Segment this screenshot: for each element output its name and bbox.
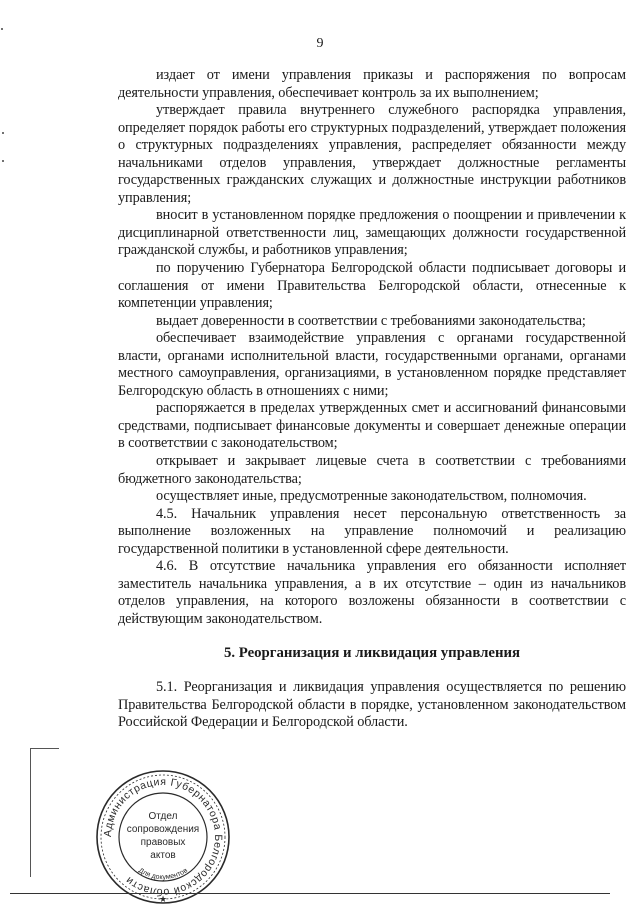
stamp-line-1: Отдел xyxy=(148,811,178,822)
svg-text:Для документов xyxy=(137,867,189,881)
page-number: 9 xyxy=(316,36,324,51)
paragraph-interaction: обеспечивает взаимодействие управления с органами государственной власти, органами исполнительной власти, государственными органами, органами местного самоуправления, организациями, в установленном порядке представляет Белгородскую область в отношениях с ними; xyxy=(118,330,626,399)
paragraph-internal-rules: утверждает правила внутреннего служебного распорядка управления, определяет порядок работы его структурных подразделений, утверждает положения о структурных подразделениях управления, распределяет обязанности между начальниками отделов управления, утверждает должностные регламенты государственных гражданских служащих и должностные инструкции работников управления; xyxy=(118,102,626,206)
paragraph-5-1: 5.1. Реорганизация и ликвидация управления осуществляется по решению Правительства Белгородской области в порядке, установленном законодательством Российской Федерации и Белгородской области. xyxy=(118,679,626,731)
margin-bracket xyxy=(30,748,59,877)
official-stamp xyxy=(93,767,233,907)
paragraph-incentives: вносит в установленном порядке предложения о поощрении и привлечении к дисциплинарной ответственности лиц, замещающих должности государственной гражданской службы, и работников управления; xyxy=(118,207,626,259)
bottom-scan-line xyxy=(10,893,610,894)
paragraph-power-of-attorney: выдает доверенности в соответствии с требованиями законодательства; xyxy=(156,312,586,329)
stamp-graphic xyxy=(93,767,233,907)
stamp-line-4: актов xyxy=(150,850,176,861)
stamp-line-2: сопровождения xyxy=(126,824,200,835)
paragraph-agreements: по поручению Губернатора Белгородской области подписывает договоры и соглашения от имени Правительства Белгородской области, отнесенные к компетенции управления; xyxy=(118,260,626,312)
paragraph-other-powers: осуществляет иные, предусмотренные законодательством, полномочия. xyxy=(156,488,587,505)
paragraph-orders: издает от имени управления приказы и распоряжения по вопросам деятельности управления, обеспечивает контроль за их выполнением; xyxy=(118,67,626,101)
document-body xyxy=(118,67,626,629)
section-heading: 5. Реорганизация и ликвидация управления xyxy=(223,645,521,661)
paragraph-4-5: 4.5. Начальник управления несет персональную ответственность за выполнение возложенных на управление полномочий и реализацию государственной политики в установленной сфере деятельности. xyxy=(118,505,626,557)
paragraph-finance: распоряжается в пределах утвержденных смет и ассигнований финансовыми средствами, подписывает финансовые документы и совершает денежные операции в соответствии с законодательством; xyxy=(118,400,626,452)
paragraph-4-6: 4.6. В отсутствие начальника управления его обязанности исполняет заместитель начальника управления, а в их отсутствие – один из начальников отделов управления, на которого возложены обязанности в соответствии с действующим законодательством. xyxy=(118,558,626,627)
paragraph-accounts: открывает и закрывает лицевые счета в соответствии с требованиями бюджетного законодательства; xyxy=(118,453,626,487)
section-5-body xyxy=(118,679,626,732)
stamp-line-3: правовых xyxy=(140,837,186,848)
stamp-star-icon: ★ xyxy=(158,895,168,905)
stamp-ring-text: Администрация Губернатора Белгородской области xyxy=(101,775,225,899)
stamp-bottom-text: Для документов xyxy=(137,867,189,882)
